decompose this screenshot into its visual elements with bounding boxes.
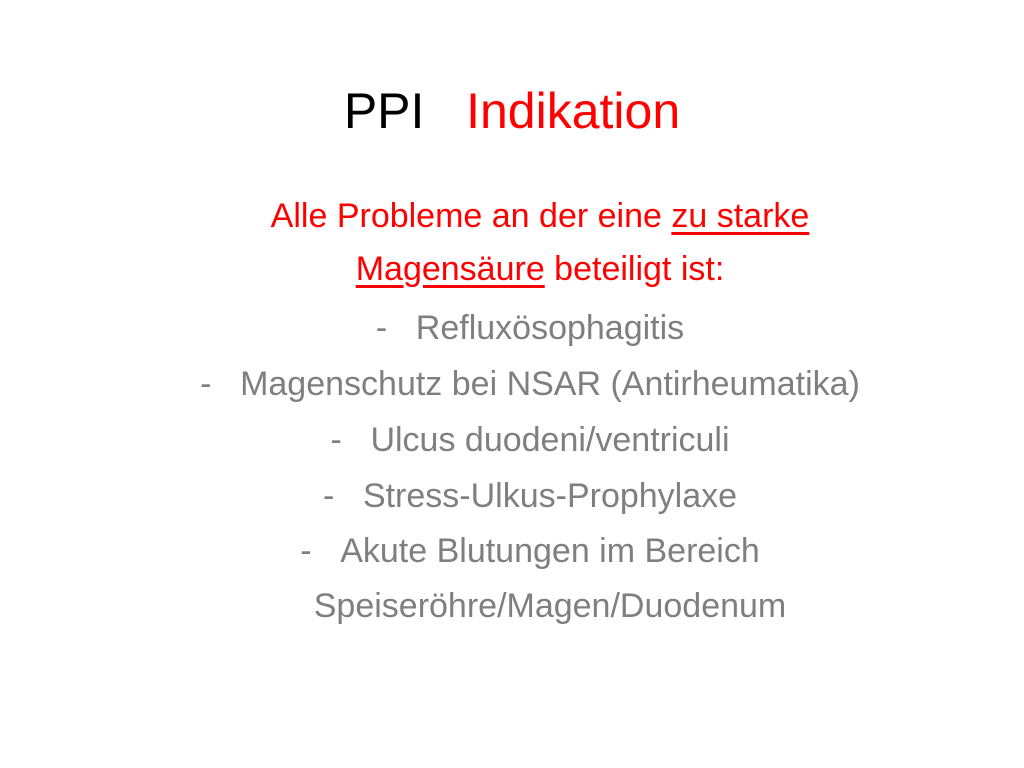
title-indikation: Indikation: [466, 83, 681, 139]
bullet-dash: -: [375, 309, 388, 347]
bullet-dash: -: [300, 532, 312, 570]
bullet-dash: -: [322, 477, 335, 515]
intro-underlined-2: Magensäure: [355, 250, 545, 288]
intro-underlined-1: zu starke: [671, 197, 810, 235]
intro-text: [140, 190, 940, 296]
slide-title: [0, 76, 1024, 146]
list-item: [100, 468, 960, 524]
list-item: [100, 412, 960, 468]
bullet-dash: -: [200, 365, 212, 403]
list-item-text-line2: Speiseröhre/Magen/Duodenum: [313, 587, 787, 625]
list-item: [100, 300, 960, 356]
list-item-text: Magenschutz bei NSAR (Antirheumatika): [240, 365, 860, 403]
list-item-text: Refluxösophagitis: [415, 309, 685, 347]
list-item: [100, 356, 960, 412]
list-item: [100, 524, 960, 634]
bullet-dash: -: [330, 421, 342, 459]
list-item-text: Ulcus duodeni/ventriculi: [370, 421, 730, 459]
intro-text-before: Alle Probleme an der eine: [270, 197, 672, 235]
intro-text-after: beteiligt ist:: [544, 250, 725, 288]
title-ppi: PPI: [343, 83, 425, 139]
list-item-text: Stress-Ulkus-Prophylaxe: [362, 477, 738, 515]
indication-list: [100, 300, 960, 634]
list-item-text-line1: Akute Blutungen im Bereich: [340, 532, 760, 570]
